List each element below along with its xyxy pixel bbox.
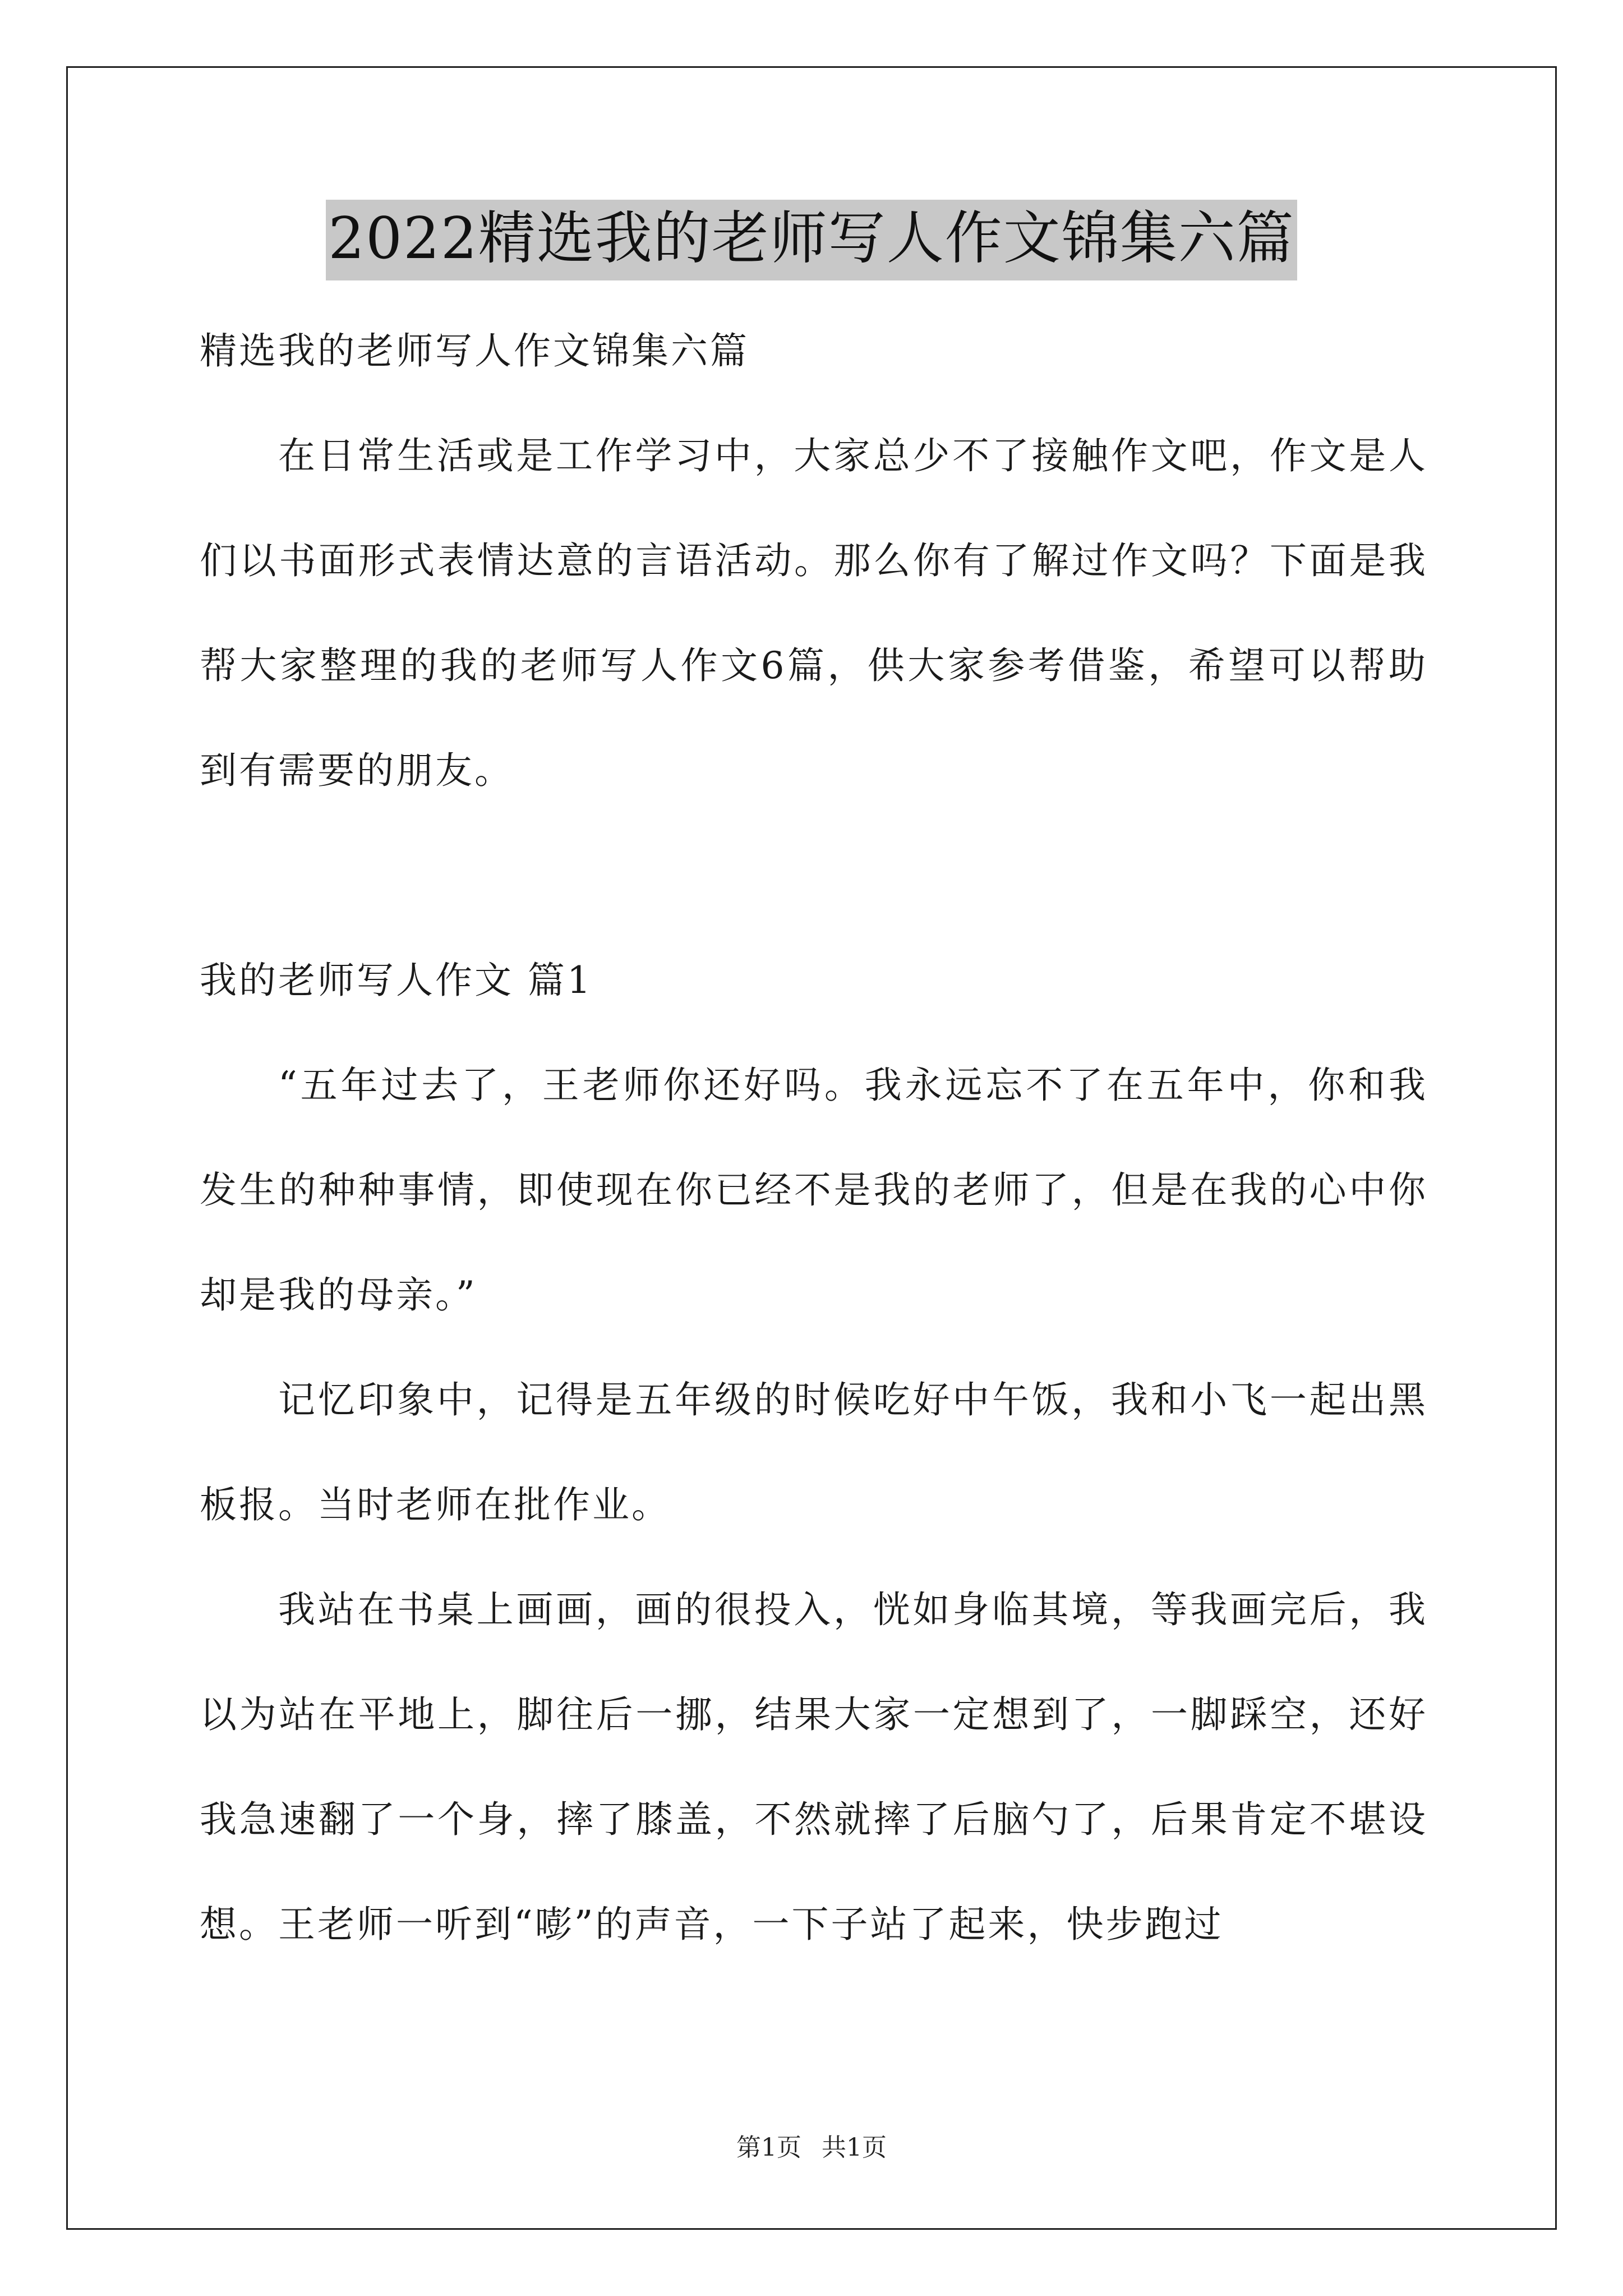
body-paragraph: 我站在书桌上画画，画的很投入，恍如身临其境，等我画完后，我以为站在平地上，脚往后一挪，结果大家一定想到了，一脚踩空，还好我急速翻了一个身，摔了膝盖，不然就摔了后脑勺了，后果肯定不堪设想。王老师一听到“嘭”的声音，一下子站了起来，快步跑过 <box>200 1588 1428 1946</box>
section-heading: 我的老师写人作文 篇1 <box>200 959 593 1002</box>
page-footer <box>0 2127 1623 2163</box>
page-total: 共1页 <box>822 2133 887 2162</box>
page-number: 第1页 <box>736 2133 801 2162</box>
body-paragraph: “五年过去了，王老师你还好吗。我永远忘不了在五年中，你和我发生的种种事情，即使现在你已经不是我的老师了，但是在我的心中你却是我的母亲。” <box>200 1064 1428 1317</box>
intro-paragraph: 在日常生活或是工作学习中，大家总少不了接触作文吧，作文是人们以书面形式表情达意的言语活动。那么你有了解过作文吗？下面是我帮大家整理的我的老师写人作文6篇，供大家参考借鉴，希望可以帮助到有需要的朋友。 <box>200 434 1428 792</box>
document-subtitle: 精选我的老师写人作文锦集六篇 <box>200 329 749 372</box>
body-paragraph: 记忆印象中，记得是五年级的时候吃好中午饭，我和小飞一起出黑板报。当时老师在批作业。 <box>200 1378 1428 1526</box>
document-title: 2022精选我的老师写人作文锦集六篇 <box>326 200 1297 280</box>
title-container <box>0 200 1623 280</box>
document-body <box>200 298 1428 1977</box>
